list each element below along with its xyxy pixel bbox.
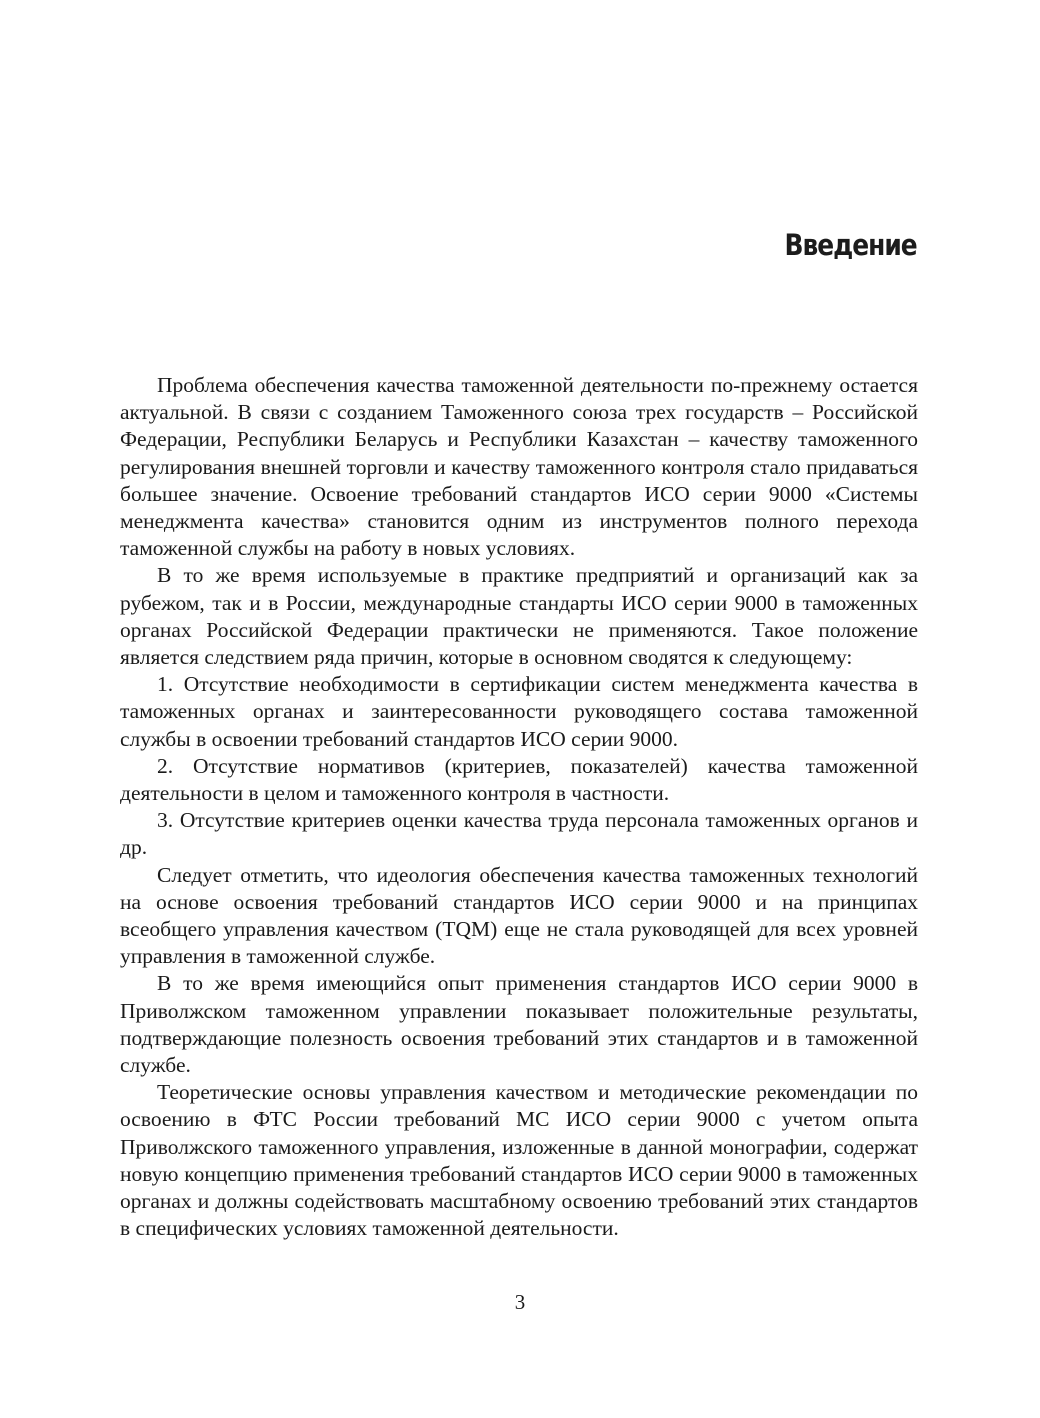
paragraph: Проблема обеспечения качества таможенной деятельности по-прежнему остается актуальной. В связи с созданием Таможенного союза трех государств – Российской Федерации, Республики Беларусь и Республики Казахстан – качеству таможенного регулирования внешней торговли и качеству таможенного контроля стало придаваться большее значение. Освоение требований стандартов ИСО серии 9000 «Системы менеджмента качества» становится одним из инструментов полного перехода таможенной службы на работу в новых условиях.	[120, 373, 918, 561]
paragraph: В то же время имеющийся опыт применения стандартов ИСО серии 9000 в Приволжском таможенном управлении показывает положительные результаты, подтверждающие полезность освоения требований этих стандартов и в таможенной службе.	[120, 971, 918, 1078]
list-item: 2. Отсутствие нормативов (критериев, показателей) качества таможенной деятельности в целом и таможенного контроля в частности.	[120, 753, 918, 806]
body-text	[120, 372, 918, 1243]
list-item: 1. Отсутствие необходимости в сертификации систем менеджмента качества в таможенных органах и заинтересованности руководящего состава таможенной службы в освоении требований стандартов ИСО серии 9000.	[120, 672, 918, 751]
page-number: 3	[514, 1290, 526, 1314]
list-item: 3. Отсутствие критериев оценки качества труда персонала таможенных органов и др.	[120, 808, 918, 860]
paragraph: Теоретические основы управления качеством и методические рекомендации по освоению в ФТС России требований МС ИСО серии 9000 с учетом опыта Приволжского таможенного управления, изложенные в данной монографии, содержат новую концепцию применения требований стандартов ИСО серии 9000 в таможенных органах и должны содействовать масштабному освоению требований этих стандартов в специфических условиях таможенной деятельности.	[120, 1080, 918, 1241]
paragraph: Следует отметить, что идеология обеспечения качества таможенных технологий на основе освоения требований стандартов ИСО серии 9000 и на принципах всеобщего управления качеством (TQM) еще не стала руководящей для всех уровней управления в таможенной службе.	[120, 862, 918, 969]
paragraph: В то же время используемые в практике предприятий и организаций как за рубежом, так и в России, международные стандарты ИСО серии 9000 в таможенных органах Российской Федерации практически не применяются. Такое положение является следствием ряда причин, которые в основном сводятся к следующему:	[120, 563, 918, 670]
page-title: Введение	[784, 228, 917, 262]
